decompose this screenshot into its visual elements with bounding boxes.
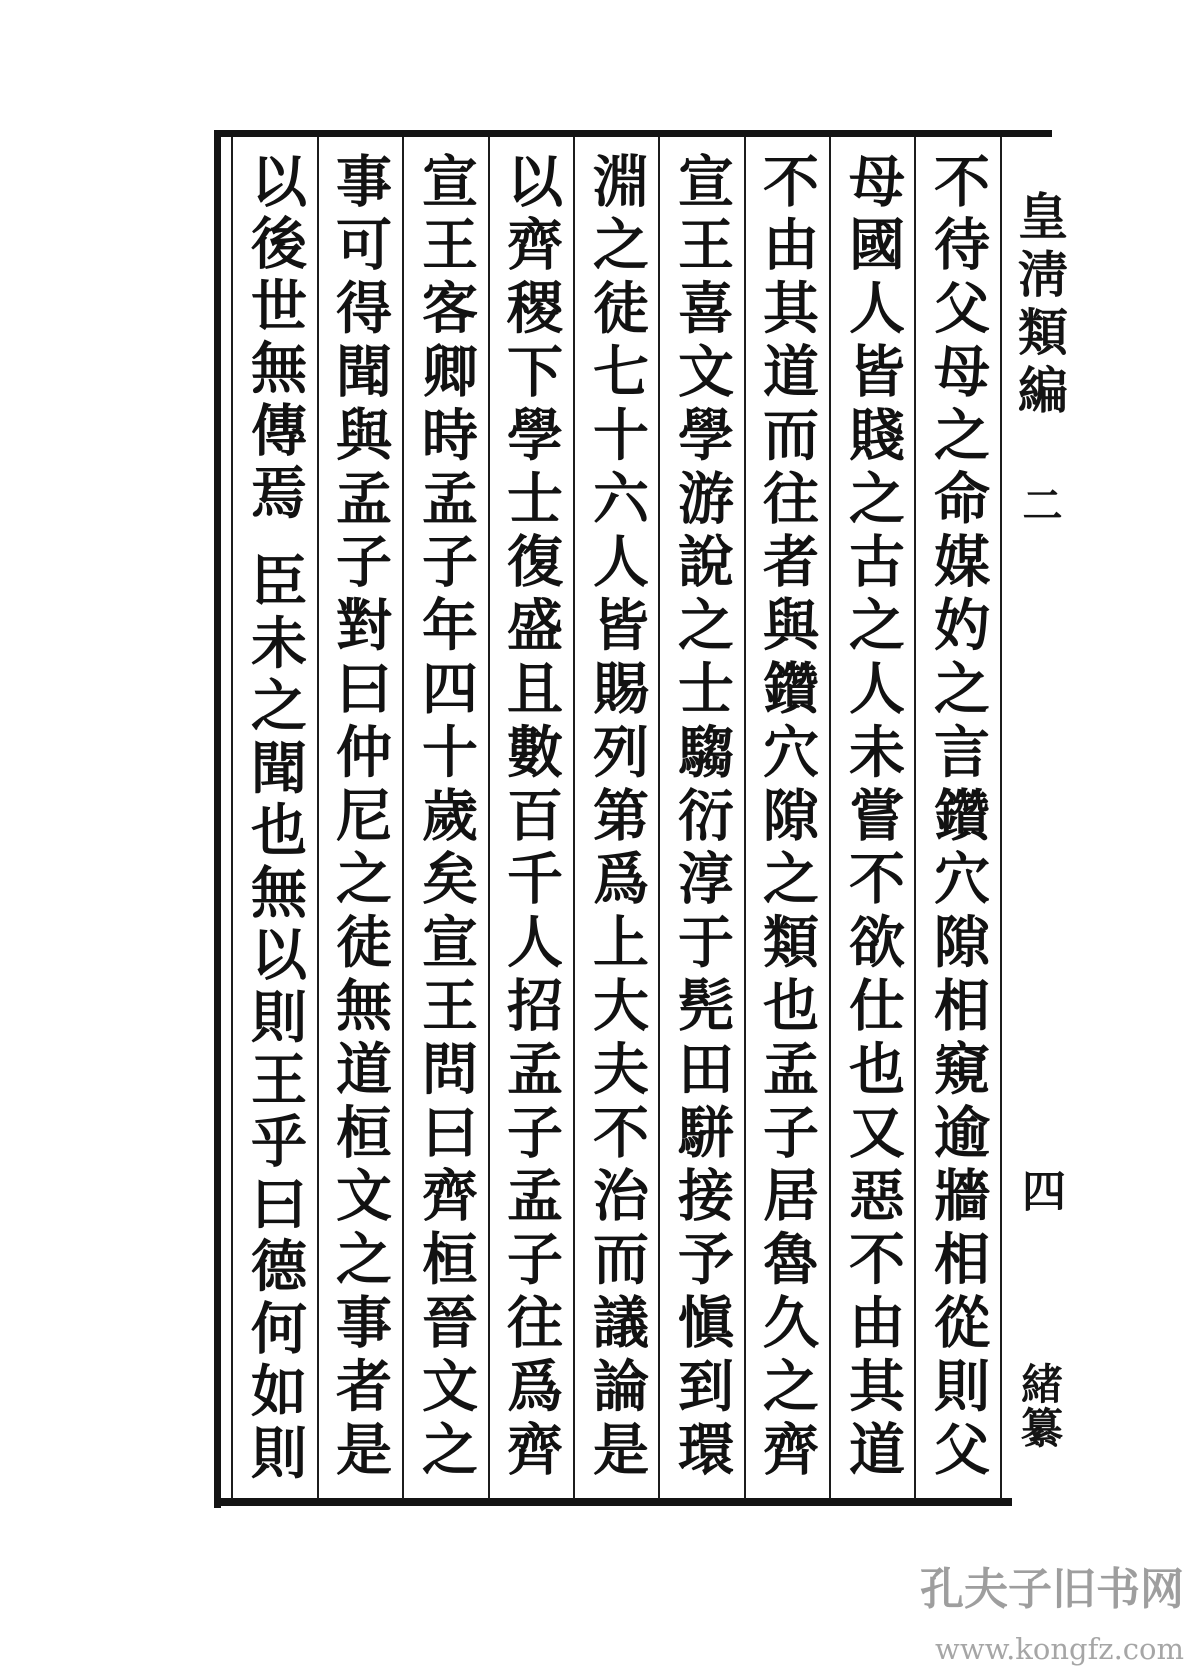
watermark [884,1560,1184,1666]
block-center-bottom: 緒纂 [1015,1362,1064,1450]
column-rule [402,137,404,1499]
column-rule [744,137,746,1499]
text-column-2: 母國人皆賤之古之人未嘗不欲仕也又惡不由其道 [840,152,906,1484]
column-rule [488,137,490,1499]
frame-border-left [214,130,221,1508]
column-rule [914,137,916,1499]
column-rule [573,137,575,1499]
frame-border-bottom [214,1498,1012,1506]
text-column-9: 以後世無傳焉 臣未之聞也無以則王乎曰德何如則 [242,152,308,1487]
block-center-title: 皇淸類編 [1010,190,1069,422]
block-center-leaf-number: 四 [1014,1168,1065,1212]
column-rule [658,137,660,1499]
text-column-7: 宣王客卿時孟子年四十歲矣宣王問曰齊桓晉文之 [413,152,479,1484]
text-column-8: 事可得聞與孟子對曰仲尼之徒無道桓文之事者是 [327,152,393,1484]
watermark-url: www.kongfz.com [935,1632,1184,1666]
text-column-5: 淵之徒七十六人皆賜列第爲上大夫不治而議論是 [584,152,650,1484]
column-rule [1000,137,1002,1499]
text-column-4: 宣王喜文學游說之士騶衍淳于髡田駢接予愼到環 [669,152,735,1484]
column-rule [829,137,831,1499]
text-column-3: 不由其道而往者與鑽穴隙之類也孟子居魯久之齊 [754,152,820,1484]
frame-border-left-inner [231,137,233,1499]
frame-border-top [214,130,1052,137]
block-center-strip [1003,137,1069,1499]
watermark-site-name: 孔夫子旧书网 [920,1564,1184,1615]
block-center-section: 二 [1016,484,1063,524]
column-rule [317,137,319,1499]
text-column-1: 不待父母之命媒妁之言鑽穴隙相窺逾牆相從則父 [925,152,991,1484]
text-column-6: 以齊稷下學士復盛且數百千人招孟子孟子往爲齊 [498,152,564,1484]
